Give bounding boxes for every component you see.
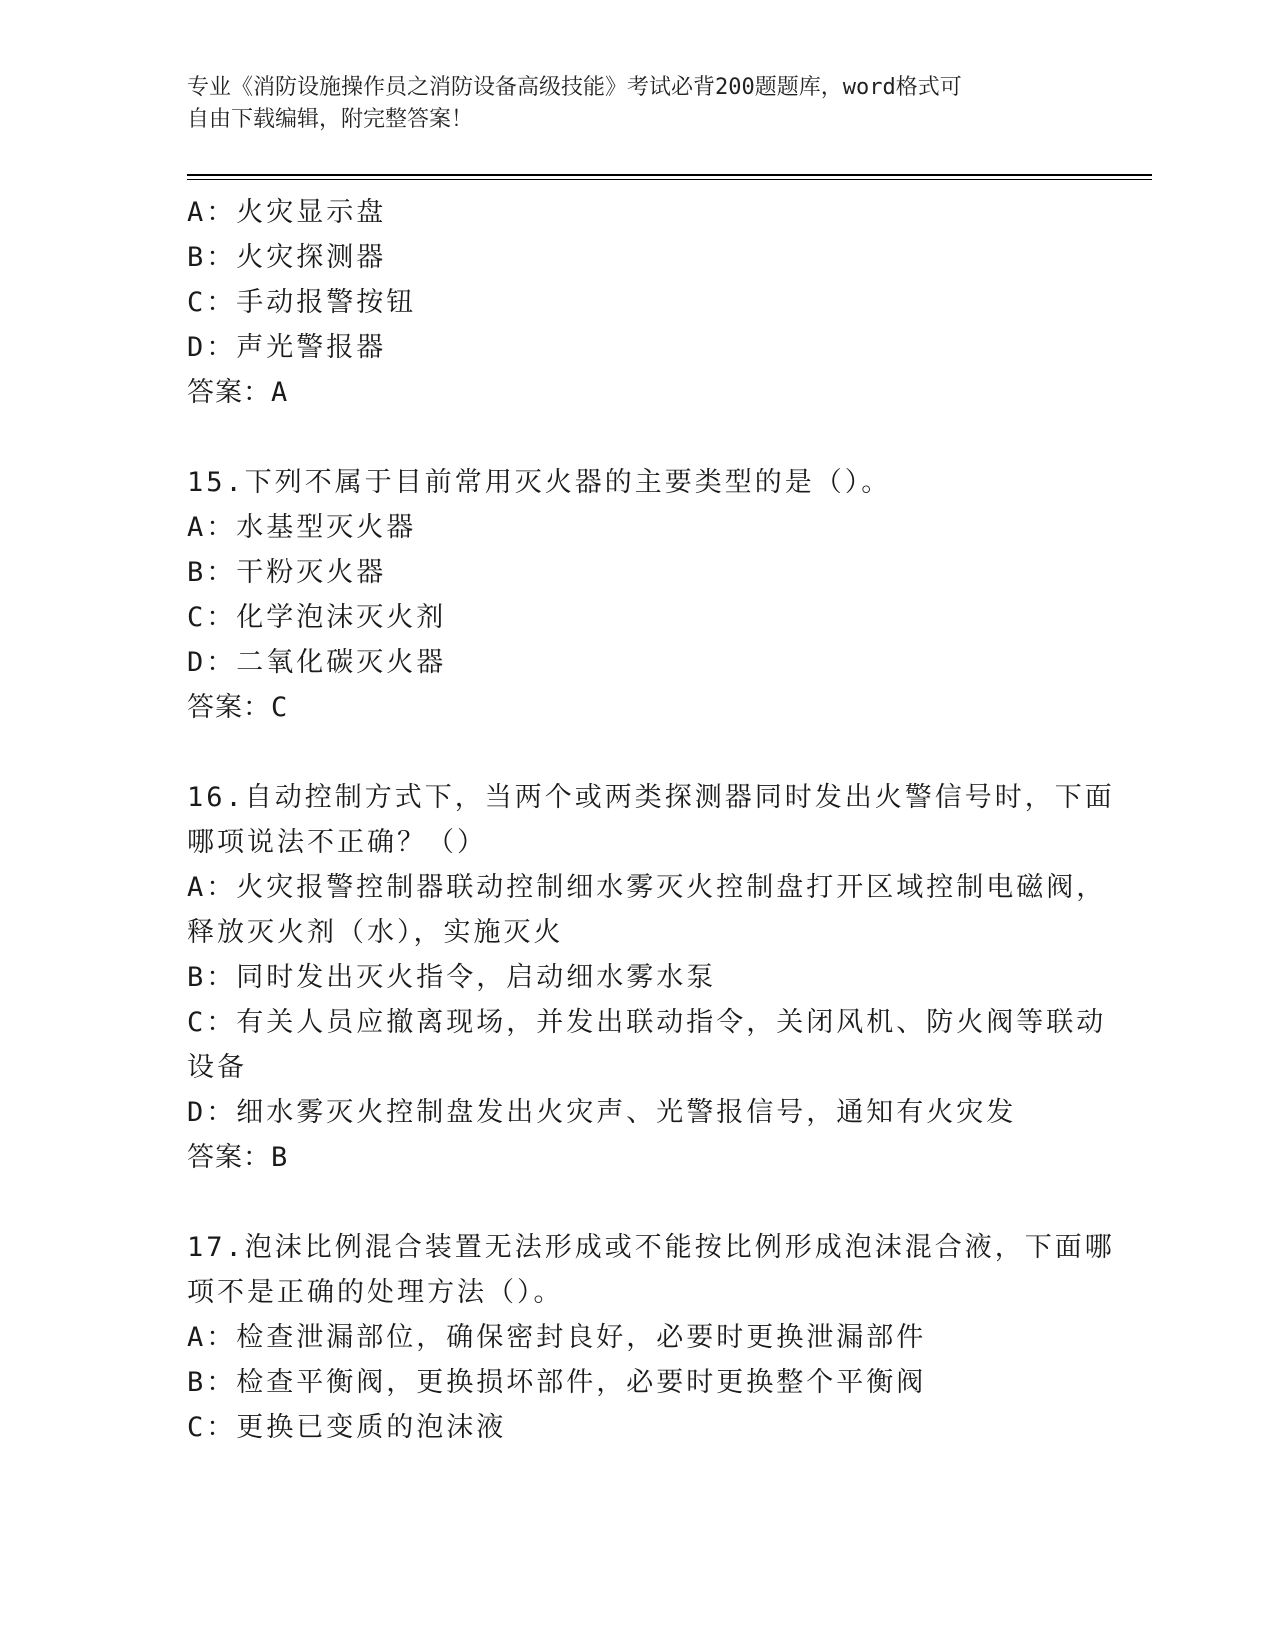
question-14 <box>187 190 1067 415</box>
option-a-line-2: 释放灭火剂（水），实施灭火 <box>187 917 564 948</box>
option-c: C：手动报警按钮 <box>187 287 417 318</box>
question-17 <box>187 1225 1115 1450</box>
option-d: D：声光警报器 <box>187 332 387 363</box>
option-b: B：检查平衡阀，更换损坏部件，必要时更换整个平衡阀 <box>187 1367 927 1398</box>
option-a-line-1: A：火灾报警控制器联动控制细水雾灭火控制盘打开区域控制电磁阀， <box>187 872 1107 903</box>
option-b: B：同时发出灭火指令，启动细水雾水泵 <box>187 962 717 993</box>
header-line-1: 专业《消防设施操作员之消防设备高级技能》考试必背200题题库，word格式可 <box>187 75 962 100</box>
question-text-line-2: 哪项说法不正确？（） <box>187 827 487 858</box>
question-text-line-1: 17.泡沫比例混合装置无法形成或不能按比例形成泡沫混合液，下面哪 <box>187 1232 1115 1263</box>
option-c-line-1: C：有关人员应撤离现场，并发出联动指令，关闭风机、防火阀等联动 <box>187 1007 1107 1038</box>
option-a: A：水基型灭火器 <box>187 512 417 543</box>
question-16 <box>187 775 1115 1180</box>
answer: 答案：A <box>187 377 289 408</box>
answer: 答案：B <box>187 1142 289 1173</box>
header-rule-thick <box>187 174 1152 176</box>
header-line-2: 自由下载编辑，附完整答案！ <box>187 107 474 132</box>
option-d: D：细水雾灭火控制盘发出火灾声、光警报信号，通知有火灾发 <box>187 1097 1017 1128</box>
option-c: C：更换已变质的泡沫液 <box>187 1412 507 1443</box>
question-text: 15.下列不属于目前常用灭火器的主要类型的是（）。 <box>187 467 892 498</box>
option-b: B：火灾探测器 <box>187 242 387 273</box>
document-header <box>187 72 1067 136</box>
header-rule-thin <box>187 179 1152 180</box>
option-c-line-2: 设备 <box>187 1052 247 1083</box>
option-a: A：火灾显示盘 <box>187 197 387 228</box>
question-list <box>187 190 1115 1450</box>
question-15 <box>187 460 1067 730</box>
question-text-line-1: 16.自动控制方式下，当两个或两类探测器同时发出火警信号时，下面 <box>187 782 1115 813</box>
option-b: B：干粉灭火器 <box>187 557 387 588</box>
question-text-line-2: 项不是正确的处理方法（）。 <box>187 1277 564 1308</box>
answer: 答案：C <box>187 692 289 723</box>
option-c: C：化学泡沫灭火剂 <box>187 602 447 633</box>
option-d: D：二氧化碳灭火器 <box>187 647 447 678</box>
option-a: A：检查泄漏部位，确保密封良好，必要时更换泄漏部件 <box>187 1322 927 1353</box>
